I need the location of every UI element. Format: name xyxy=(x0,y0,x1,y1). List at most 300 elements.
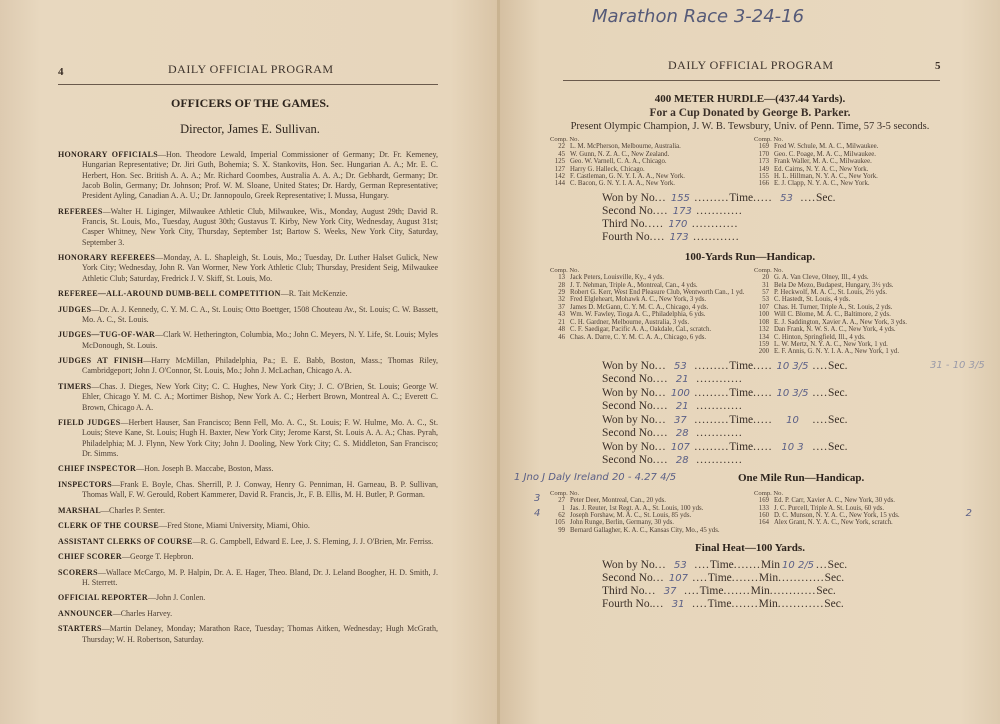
sec-label: Sec. xyxy=(828,386,848,399)
heat-winner-number: 37 xyxy=(674,414,687,426)
officer-names: —Clark W. Hetherington, Columbia, Mo.; John C. Meyers, N. Y. Life, St. Louis; Myles McDonough, St. Louis. xyxy=(82,330,438,350)
leader-dots: ......... xyxy=(694,191,730,204)
leader-dots: ... xyxy=(652,572,665,585)
competitor-number: 169 xyxy=(758,497,769,505)
leader-dots: .... xyxy=(812,413,828,426)
second-label: Second No xyxy=(602,204,653,217)
leader-dots: ... xyxy=(644,585,657,598)
result-line xyxy=(602,192,950,205)
competitor-number: 43 xyxy=(558,311,565,319)
competitor-name: Chas. A. Darre, C. Y. M. C. A. A., Chicago, 6 yds. xyxy=(570,333,707,341)
comp-no-header: Comp. No. xyxy=(754,136,784,143)
officer-role-label: REFEREE—ALL-AROUND DUMB-BELL COMPETITION xyxy=(58,289,281,299)
competitor-number: 107 xyxy=(758,303,769,311)
competitor-row xyxy=(550,282,746,289)
leader-dots: .... xyxy=(812,359,828,372)
competitor-number: 45 xyxy=(558,150,565,158)
time-label: Time xyxy=(699,585,724,598)
placing-mark: 2 xyxy=(965,507,972,519)
hurdle-subtitle: For a Cup Donated by George B. Parker. xyxy=(649,107,851,119)
comp-no-header: Comp. No. xyxy=(550,136,580,143)
time-label: Time xyxy=(707,598,732,611)
competitor-row xyxy=(754,326,950,333)
competitor-row xyxy=(754,151,950,158)
competitor-row xyxy=(754,341,950,348)
sec-label: Sec. xyxy=(816,585,836,598)
leader-dots: ..... xyxy=(753,359,773,372)
officer-entry xyxy=(58,382,438,413)
competitor-name: W. Gunn, N. Z. A. C., New Zealand. xyxy=(570,150,670,158)
competitor-name: Dan Frank, N. W. S. A. C., New York, 4 yds. xyxy=(774,326,896,334)
leader-dots: ......... xyxy=(778,572,813,585)
officer-role-label: REFEREES xyxy=(58,206,103,216)
hurdle-entries-right xyxy=(754,136,950,188)
competitor-name: C. F. Saedigar, Pacific A. A., Oakdale, Cal., scratch. xyxy=(570,326,712,334)
second-label: Second No xyxy=(602,453,653,466)
officer-role-label: OFFICIAL REPORTER xyxy=(58,593,148,603)
header-rule xyxy=(58,84,438,85)
competitor-name: Alex Grant, N. Y. A. C., New York, scratch. xyxy=(774,519,893,527)
leader-dots: ..... xyxy=(753,413,773,426)
competitor-number: 159 xyxy=(758,340,769,348)
competitor-number: 32 xyxy=(558,296,565,304)
competitor-name: Geo. W. Varnell, C. A. A., Chicago. xyxy=(570,158,667,166)
officer-names: —Charles Harvey. xyxy=(112,608,173,618)
final-title: Final Heat—100 Yards. xyxy=(695,542,805,555)
competitor-number: 125 xyxy=(554,158,565,166)
officer-entry xyxy=(58,464,438,474)
dash-heat-results xyxy=(550,359,985,467)
leader-dots: ... xyxy=(654,191,667,204)
placing-mark: 4 xyxy=(534,507,541,519)
competitor-number: 31 xyxy=(762,281,769,289)
competitor-row xyxy=(550,505,746,512)
officer-role-label: FIELD JUDGES xyxy=(58,418,121,428)
competitor-row xyxy=(754,158,950,165)
competitor-number: 170 xyxy=(758,150,769,158)
officers-list xyxy=(58,150,438,650)
leader-dots: ............ xyxy=(693,230,740,243)
officer-entry xyxy=(58,552,438,562)
competitor-row xyxy=(754,282,950,289)
heat-second-number: 28 xyxy=(675,454,689,466)
page-number: 5 xyxy=(935,60,941,72)
competitor-row xyxy=(550,326,746,333)
competitor-row xyxy=(754,319,950,326)
sec-label: Sec. xyxy=(828,359,848,372)
competitor-row xyxy=(754,173,950,180)
won-number: 53 xyxy=(674,560,687,572)
competitor-name: Bela De Mezo, Budapest, Hungary, 3½ yds. xyxy=(774,281,894,289)
dash-entries-left xyxy=(550,267,746,356)
officer-names: —Harry McMillan, Philadelphia, Pa.; E. E. Babb, Boston, Mass.; Thomas Riley, Cambridgeport; John J. O'Connor, St. Louis, Mo.; John J. McLachan, Chicago A. A. xyxy=(82,356,438,376)
leader-dots: ..... xyxy=(644,217,664,230)
comp-no-header: Comp. No. xyxy=(550,266,580,274)
result-line xyxy=(602,218,950,231)
competitor-name: Peter Deer, Montreal, Can., 20 yds. xyxy=(570,497,666,505)
sec-label: Sec. xyxy=(824,572,845,585)
competitor-row xyxy=(754,348,950,355)
right-page xyxy=(500,0,1000,724)
result-line xyxy=(602,387,950,400)
won-label: Won by No xyxy=(602,386,655,399)
competitor-row xyxy=(550,311,746,318)
officer-role-label: HONORARY OFFICIALS xyxy=(58,150,158,159)
competitor-number: 144 xyxy=(554,180,565,188)
sec-label: Sec. xyxy=(827,559,848,572)
sec-label: Sec. xyxy=(828,440,848,453)
leader-dots: ... xyxy=(654,559,667,572)
competitor-name: Harry G. Halleck, Chicago. xyxy=(570,165,645,173)
heat-time: 10 3 xyxy=(781,441,804,453)
officer-names: —Walter H. Liginger, Milwaukee Athletic Club, Milwaukee, Wis., Monday, August 29th; David R. Francis, St. Louis, Mo., Tuesday, August 30th; Gustavus T. Kirby, New York City, Wednesday, August 31st; Casper Whitney, New York City, Thursday, September 1st; Bartow S. Weeks, New York City, Saturday, September 3. xyxy=(82,206,438,247)
competitor-number: 48 xyxy=(558,326,565,334)
result-line xyxy=(602,231,950,244)
heat-time: 10 3/5 xyxy=(776,360,809,372)
competitor-row xyxy=(550,173,746,180)
leader-dots: .... xyxy=(694,559,710,572)
leader-dots: ............ xyxy=(696,426,743,439)
officer-role-label: TIMERS xyxy=(58,381,92,391)
leader-dots: ..... xyxy=(753,386,773,399)
result-line xyxy=(602,441,950,454)
leader-dots: ... xyxy=(654,413,667,426)
leader-dots: ... xyxy=(654,359,667,372)
competitor-name: Joseph Forshaw, M. A. C., St. Louis, 85 yds. xyxy=(570,511,692,519)
officer-entry xyxy=(58,305,438,326)
competitor-number: 149 xyxy=(758,165,769,173)
officer-role-label: CHIEF INSPECTOR xyxy=(58,464,137,474)
mile-entries-right xyxy=(754,489,972,534)
officer-entry xyxy=(58,593,438,603)
leader-dots: .... xyxy=(652,426,669,439)
competitor-row xyxy=(754,519,950,526)
hurdle-title: 400 METER HURDLE—(437.44 Yards). xyxy=(654,93,846,105)
mile-heading xyxy=(514,471,950,487)
result-line xyxy=(602,414,950,427)
leader-dots: ....... xyxy=(723,585,751,598)
competitor-name: P. Heckwolf, M. A. C., St. Louis, 2½ yds. xyxy=(774,289,887,297)
competitor-name: Jack Peters, Louisville, Ky., 4 yds. xyxy=(570,274,664,282)
officer-role-label: HONORARY REFEREES xyxy=(58,253,156,263)
competitor-number: 20 xyxy=(762,274,769,282)
competitor-number: 37 xyxy=(558,303,565,311)
hurdle-results xyxy=(550,192,950,244)
leader-dots: ....... xyxy=(731,572,759,585)
competitor-number: 108 xyxy=(758,318,769,326)
heat-second-number: 21 xyxy=(675,373,689,385)
competitor-row xyxy=(550,296,746,303)
officer-entry xyxy=(58,609,438,619)
mile-entries-left xyxy=(534,489,746,534)
competitor-number: 169 xyxy=(758,143,769,151)
leader-dots: .... xyxy=(652,372,669,385)
leader-dots: .... xyxy=(812,440,828,453)
competitor-number: 13 xyxy=(558,274,565,282)
heat-second-number: 21 xyxy=(675,400,689,412)
min-label: Min xyxy=(750,585,770,598)
heat-time: 10 xyxy=(786,414,799,426)
competitor-number: 46 xyxy=(558,333,565,341)
result-line xyxy=(602,400,950,413)
leader-dots: ... xyxy=(816,559,828,572)
second-label: Second No xyxy=(602,426,653,439)
sec-label: Sec. xyxy=(824,598,844,611)
competitor-row xyxy=(754,166,950,173)
competitor-name: L. M. McPherson, Melbourne, Australia. xyxy=(570,143,681,151)
page-title: OFFICERS OF THE GAMES. xyxy=(170,96,330,110)
competitor-row xyxy=(754,296,950,303)
result-line xyxy=(602,205,950,218)
leader-dots: ......... xyxy=(777,598,813,611)
winning-time: 53 xyxy=(780,192,793,204)
fourth-number: 173 xyxy=(669,231,689,243)
result-line xyxy=(602,454,950,467)
competitor-row xyxy=(550,527,746,534)
leader-dots: .... xyxy=(692,572,708,585)
header-rule xyxy=(563,80,940,81)
competitor-row xyxy=(754,143,950,150)
second-label: Second No xyxy=(602,372,653,385)
competitor-name: H. L. Hillman, N. Y. A. C., New York. xyxy=(774,173,878,181)
competitor-name: E. F. Annis, G. N. Y. I. A. A., New York, 1 yd. xyxy=(774,348,900,356)
second-number: 173 xyxy=(672,205,692,217)
leader-dots: ..... xyxy=(753,191,773,204)
competitor-number: 28 xyxy=(558,281,565,289)
hurdle-entries xyxy=(550,136,950,188)
officer-names: —Frank E. Boyle, Chas. Sherrill, P. J. Conway, Henry G. Penniman, H. Garneau, B. P. Sullivan, Thomas Wall, F. W. Gerould, Robert Kammerer, David R. Francis, Jr., F. B. Ellis, M. H. Butler, P. Gorman. xyxy=(82,479,438,500)
leader-dots: ......... xyxy=(769,585,805,598)
competitor-name: Will C. Blome, M. A. C., Baltimore, 2 yds. xyxy=(774,311,891,319)
competitor-name: Jas. J. Reuter, 1st Regt. A. A., St. Louis, 100 yds. xyxy=(570,504,704,512)
competitor-row xyxy=(754,289,950,296)
third-label: Third No xyxy=(602,217,645,230)
officer-entry xyxy=(58,289,438,299)
hurdle-champion: Present Olympic Champion, J. W. B. Tewsbury, Univ. of Penn. Time, 57 3-5 seconds. xyxy=(570,121,930,132)
officer-role-label: INSPECTORS xyxy=(58,479,112,489)
competitor-row xyxy=(550,166,746,173)
officer-entry xyxy=(58,480,438,501)
time-label: Time xyxy=(709,559,734,572)
competitor-name: C. Bacon, G. N. Y. I. A. A., New York. xyxy=(570,180,675,188)
officer-entry xyxy=(58,253,438,284)
competitor-name: Fred W. Schule, M. A. C., Milwaukee. xyxy=(774,143,879,151)
second-label: Second No xyxy=(602,399,653,412)
leader-dots: .... xyxy=(652,204,669,217)
sec-label: Sec. xyxy=(828,413,848,426)
officer-names: —Hon. Theodore Lewald, Imperial Commissioner of Germany; Dr. Fr. Kemeney, Hungarian Representative; Dr. Jiri Guth, Bohemia; S. X. Stankovits, Hon. Sec. Hungarian A. A.; Mr. E. C. Herbert, Hon. Sec. British A. A. A.; Mr. Richard Coombes, Australia A. A. A.; Dr. Gebhardt, Germany; Dr. Jacob Bolin, Germany; Dr. Johnson; Prof. W. M. Sloane, United States; Dr. Hardy, German Representative; President Ayling, Canadian A. A. U.; Dr. Jannopoulo, Greek Representative; I. Mussa, Hungary. xyxy=(82,150,438,201)
right-page-content xyxy=(514,92,985,611)
mile-title: One Mile Run—Handicap. xyxy=(738,471,865,484)
officer-names: —Martin Delaney, Monday; Marathon Race, Tuesday; Thomas Aitken, Wednesday; Hugh McGrath, Thursday; W. H. Robertson, Saturday. xyxy=(82,624,438,644)
time-label: Time xyxy=(729,191,754,204)
officer-role-label: STARTERS xyxy=(58,624,102,634)
competitor-row xyxy=(550,319,746,326)
heat-second-number: 28 xyxy=(675,427,689,439)
leader-dots: ............ xyxy=(691,217,739,230)
handwritten-note: Marathon Race 3-24-16 xyxy=(592,6,805,27)
director-line: Director, James E. Sullivan. xyxy=(180,122,320,136)
officer-role-label: MARSHAL xyxy=(58,505,101,515)
competitor-name: D. C. Munson, N. Y. A. C., New York, 15 yds. xyxy=(774,511,900,519)
officer-names: —George T. Hepbron. xyxy=(121,552,194,562)
competitor-number: 164 xyxy=(758,519,769,527)
leader-dots: .... xyxy=(692,598,708,611)
officer-names: —Chas. J. Dieges, New York City; C. C. Hughes, New York City; J. C. O'Brien, St. Louis; George W. Ehler, Chicago Y. M. C. A.; Mortimer Bishop, New York A. C.; Herbert Brown, Montreal A. C.; Everett C. Brown, Chicago A. A. xyxy=(82,381,438,412)
competitor-name: Geo. C. Poage, M. A. C., Milwaukee. xyxy=(774,150,876,158)
competitor-number: 132 xyxy=(758,326,769,334)
competitor-row xyxy=(550,289,746,296)
competitor-name: L. W. Mertz, N. Y. A. C., New York, 1 yd. xyxy=(774,340,888,348)
result-line xyxy=(602,360,950,373)
mile-handwritten-note: 1 Jno J Daly Ireland 20 - 4.27 4/5 xyxy=(514,471,677,483)
competitor-row xyxy=(550,304,746,311)
competitor-row xyxy=(754,311,950,318)
comp-no-header: Comp. No. xyxy=(754,489,784,497)
second-number: 107 xyxy=(668,573,688,585)
competitor-name: J. C. Purcell, Triple A. St. Louis, 60 yds. xyxy=(774,504,885,512)
result-line xyxy=(602,373,950,386)
officer-entry xyxy=(58,330,438,351)
officer-role-label: JUDGES—TUG-OF-WAR xyxy=(58,330,156,340)
won-label: Won by No xyxy=(602,440,655,453)
competitor-name: Ed. Cairns, N. Y. A. C., New York. xyxy=(774,165,869,173)
sec-label: Sec. xyxy=(816,191,836,204)
result-line xyxy=(602,427,950,440)
fourth-label: Fourth No xyxy=(602,230,650,243)
min-label: Min xyxy=(758,598,778,611)
competitor-number: 29 xyxy=(558,289,565,297)
competitor-row xyxy=(550,158,746,165)
time-label: Time xyxy=(729,359,754,372)
min-label: Min xyxy=(758,572,779,585)
leader-dots: ......... xyxy=(694,440,730,453)
result-line xyxy=(602,572,950,585)
competitor-name: E. J. Clapp, N. Y. A. C., New York. xyxy=(774,180,870,188)
officer-role-label: SCORERS xyxy=(58,567,98,577)
competitor-number: 1 xyxy=(561,504,565,512)
leader-dots: ......... xyxy=(694,359,730,372)
officer-entry xyxy=(58,521,438,531)
competitor-name: Ed. P. Carr, Xavier A. C., New York, 30 yds. xyxy=(774,497,895,505)
competitor-name: Frank Waller, M. A. C., Milwaukee. xyxy=(774,158,872,166)
heat-winner-number: 100 xyxy=(670,387,690,399)
competitor-row xyxy=(550,180,746,187)
competitor-name: G. A. Van Cleve, Olney, Ill., 4 yds. xyxy=(774,274,869,282)
leader-dots: .... xyxy=(652,453,669,466)
leader-dots: .... xyxy=(684,585,700,598)
competitor-name: Bernard Gallagher, K. A. C., Kansas City, Mo., 45 yds. xyxy=(570,526,720,534)
competitor-number: 99 xyxy=(558,526,565,534)
officer-role-label: ANNOUNCER xyxy=(58,608,113,618)
officer-role-label: JUDGES AT FINISH xyxy=(58,356,144,366)
competitor-name: John Runge, Berlin, Germany, 30 yds. xyxy=(570,519,674,527)
won-label: Won by No xyxy=(602,413,655,426)
won-label: Won by No xyxy=(602,191,655,204)
competitor-name: James D. McGann, C. Y. M. C. A., Chicago, 4 yds. xyxy=(570,303,709,311)
fourth-label: Fourth No. xyxy=(602,598,653,611)
heat-winner-number: 53 xyxy=(674,360,687,372)
time-label: Time xyxy=(729,440,754,453)
officer-names: —Wallace McCargo, M. P. Halpin, Dr. A. E. Hager, Theo. Bland, Dr. J. Leland Boogher, H. D. Smith, J. H. Sterrett. xyxy=(82,567,438,587)
mile-entries xyxy=(534,489,972,534)
competitor-name: Robert G. Kerr, West End Pleasure Club, Wentworth Can., 1 yd. xyxy=(570,289,745,297)
competitor-row xyxy=(754,304,950,311)
competitor-number: 21 xyxy=(558,318,565,326)
competitor-name: Chas. H. Turner, Triple A., St. Louis, 2 yds. xyxy=(774,303,893,311)
leader-dots: ......... xyxy=(694,413,730,426)
leader-dots: ... xyxy=(812,598,825,611)
officer-entry xyxy=(58,418,438,459)
time-label: Time xyxy=(729,413,754,426)
officer-names: —Fred Stone, Miami University, Miami, Ohio. xyxy=(159,521,310,531)
dash-entries-right xyxy=(754,267,950,356)
min-label: Min xyxy=(760,559,781,572)
leader-dots: ... xyxy=(654,386,667,399)
officer-role-label: ASSISTANT CLERKS OF COURSE xyxy=(58,536,193,546)
leader-dots: ....... xyxy=(731,598,759,611)
competitor-number: 100 xyxy=(758,311,769,319)
officer-entry xyxy=(58,506,438,516)
leader-dots: ..... xyxy=(753,440,773,453)
competitor-number: 134 xyxy=(758,333,769,341)
competitor-name: Wm. W. Fawley, Tioga A. C., Philadelphia, 6 yds. xyxy=(570,311,706,319)
competitor-number: 53 xyxy=(762,296,769,304)
leader-dots: .... xyxy=(812,386,828,399)
officer-entry xyxy=(58,537,438,547)
leader-dots: ............ xyxy=(696,453,743,466)
competitor-number: 155 xyxy=(758,173,769,181)
leader-dots: ... xyxy=(804,585,817,598)
won-label: Won by No xyxy=(602,359,655,372)
competitor-name: C. Hastedt, St. Louis, 4 yds. xyxy=(774,296,851,304)
officer-names: —Herbert Hauser, San Francisco; Benn Fell, Mo. A. C., St. Louis; F. W. Hulme, Mo. A. C., St. Louis; Steve Kane, St. Louis; Hugh H. Baxter, New York City; Jerome Karst, St. Louis A. A. A.; Chas. Pyrah, Philadelphia; M. J. Flynn, New York City; John J. Dooling, New York City; C. S. Middleton, San Francisco; Dr. Simms. xyxy=(82,418,438,458)
competitor-number: 62 xyxy=(558,511,565,519)
competitor-name: E. J. Saddington, Xavier A. A., New York, 3 yds. xyxy=(774,318,907,326)
dash-title: 100-Yards Run—Handicap. xyxy=(684,250,816,263)
competitor-name: F. Castleman, G. N. Y. I. A. A., New York. xyxy=(570,173,686,181)
leader-dots: ... xyxy=(812,572,825,585)
page-number: 4 xyxy=(58,66,64,78)
heat-time: 10 3/5 xyxy=(776,387,809,399)
officer-entry xyxy=(58,150,438,201)
fourth-number: 31 xyxy=(671,599,685,611)
heat-winner-number: 107 xyxy=(670,441,690,453)
winning-seconds: 10 2/5 xyxy=(782,560,815,572)
result-line xyxy=(602,559,950,572)
dash-entries xyxy=(550,267,950,356)
second-label: Second No xyxy=(602,572,653,585)
competitor-number: 57 xyxy=(762,289,769,297)
competitor-number: 160 xyxy=(758,511,769,519)
result-line xyxy=(602,585,950,598)
officer-role-label: CHIEF SCORER xyxy=(58,552,122,562)
leader-dots: ............ xyxy=(696,204,743,217)
third-label: Third No xyxy=(602,585,645,598)
officer-names: —Dr. A. J. Kennedy, C. Y. M. C. A., St. Louis; Otto Boettger, 1508 Chouteau Av., St. Louis; C. W. Bassett, Mo. A. C., St. Louis. xyxy=(82,304,438,324)
officer-entry xyxy=(58,624,438,645)
time-label: Time xyxy=(729,386,754,399)
officer-role-label: JUDGES xyxy=(58,304,92,314)
hurdle-entries-left xyxy=(550,136,746,188)
leader-dots: ............ xyxy=(696,399,743,412)
competitor-row xyxy=(550,151,746,158)
leader-dots: ......... xyxy=(694,386,730,399)
competitor-number: 142 xyxy=(554,173,565,181)
final-results xyxy=(550,559,950,611)
competitor-row xyxy=(550,274,746,281)
leader-dots: .... xyxy=(649,230,666,243)
